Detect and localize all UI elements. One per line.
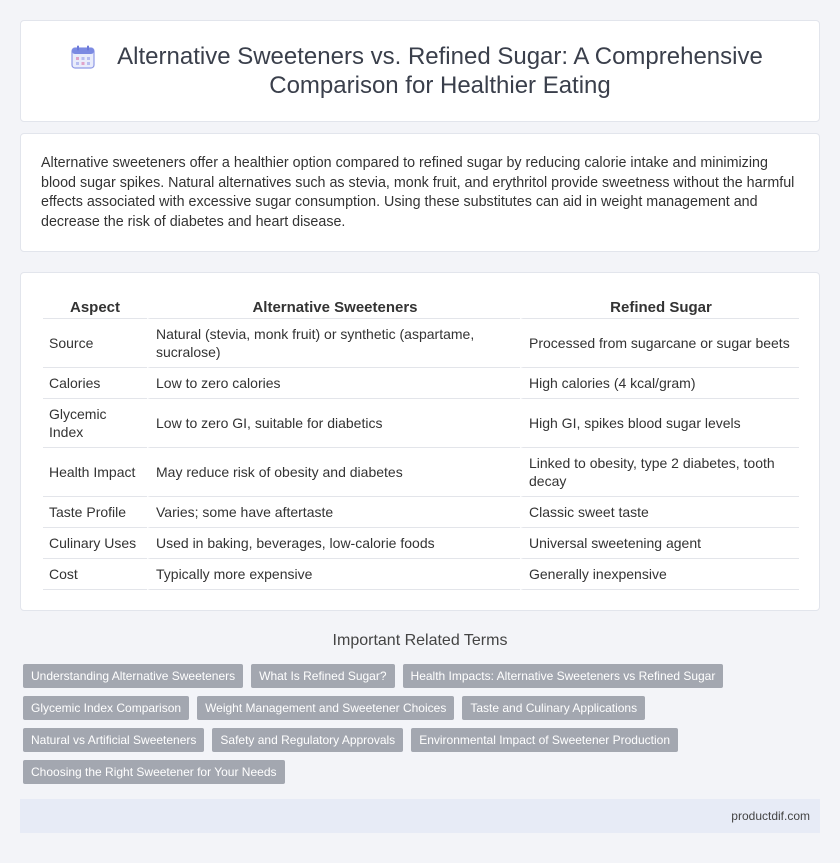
related-tag[interactable]: Natural vs Artificial Sweeteners [23,728,204,752]
related-terms-title: Important Related Terms [332,632,508,649]
table-cell: Processed from sugarcane or sugar beets [520,319,799,368]
table-cell: Used in baking, beverages, low-calorie foods [147,528,520,559]
comparison-table [43,293,799,590]
related-tag[interactable]: Health Impacts: Alternative Sweeteners vs Refined Sugar [403,664,724,688]
table-row [43,559,799,590]
table-cell: Source [43,319,147,368]
table-cell: Glycemic Index [43,399,147,448]
table-cell: Health Impact [43,448,147,497]
table-cell: Low to zero calories [147,368,520,399]
related-tag[interactable]: What Is Refined Sugar? [251,664,394,688]
table-cell: Low to zero GI, suitable for diabetics [147,399,520,448]
table-cell: High GI, spikes blood sugar levels [520,399,799,448]
table-cell: Generally inexpensive [520,559,799,590]
table-cell: Cost [43,559,147,590]
table-row [43,528,799,559]
column-header-refined-sugar: Refined Sugar [520,293,799,319]
table-row [43,497,799,528]
table-cell: Calories [43,368,147,399]
table-row [43,368,799,399]
related-tag[interactable]: Taste and Culinary Applications [462,696,645,720]
column-header-alternative-sweeteners: Alternative Sweeteners [147,293,520,319]
table-cell: May reduce risk of obesity and diabetes [147,448,520,497]
table-row [43,399,799,448]
page-title: Alternative Sweeteners vs. Refined Sugar: A Comprehensive Comparison for Healthier Eating [117,43,763,99]
related-tag[interactable]: Weight Management and Sweetener Choices [197,696,454,720]
table-cell: Taste Profile [43,497,147,528]
related-tag[interactable]: Safety and Regulatory Approvals [212,728,403,752]
related-tag[interactable]: Glycemic Index Comparison [23,696,189,720]
table-cell: Natural (stevia, monk fruit) or synthetic (aspartame, sucralose) [147,319,520,368]
footer [20,799,820,833]
table-cell: Classic sweet taste [520,497,799,528]
related-tag[interactable]: Understanding Alternative Sweeteners [23,664,243,688]
footer-site-link[interactable]: productdif.com [731,809,810,823]
table-row [43,448,799,497]
related-tag[interactable]: Environmental Impact of Sweetener Production [411,728,678,752]
table-cell: Universal sweetening agent [520,528,799,559]
table-cell: Culinary Uses [43,528,147,559]
calendar-icon [70,44,96,70]
table-cell: Typically more expensive [147,559,520,590]
column-header-aspect: Aspect [43,293,147,319]
related-tag[interactable]: Choosing the Right Sweetener for Your Needs [23,760,285,784]
header-card [20,20,820,122]
related-terms-tags [23,664,823,784]
table-header-row [43,293,799,319]
comparison-table-card [20,272,820,611]
table-row [43,319,799,368]
table-cell: Linked to obesity, type 2 diabetes, tooth decay [520,448,799,497]
intro-card [20,133,820,252]
intro-text: Alternative sweeteners offer a healthier option compared to refined sugar by reducing calorie intake and minimizing blood sugar spikes. Natural alternatives such as stevia, monk fruit, and erythritol provide sweetness without the harmful effects associated with excessive sugar consumption. Using these substitutes can aid in weight management and decrease the risk of diabetes and heart disease. [41,155,795,230]
table-cell: High calories (4 kcal/gram) [520,368,799,399]
table-cell: Varies; some have aftertaste [147,497,520,528]
